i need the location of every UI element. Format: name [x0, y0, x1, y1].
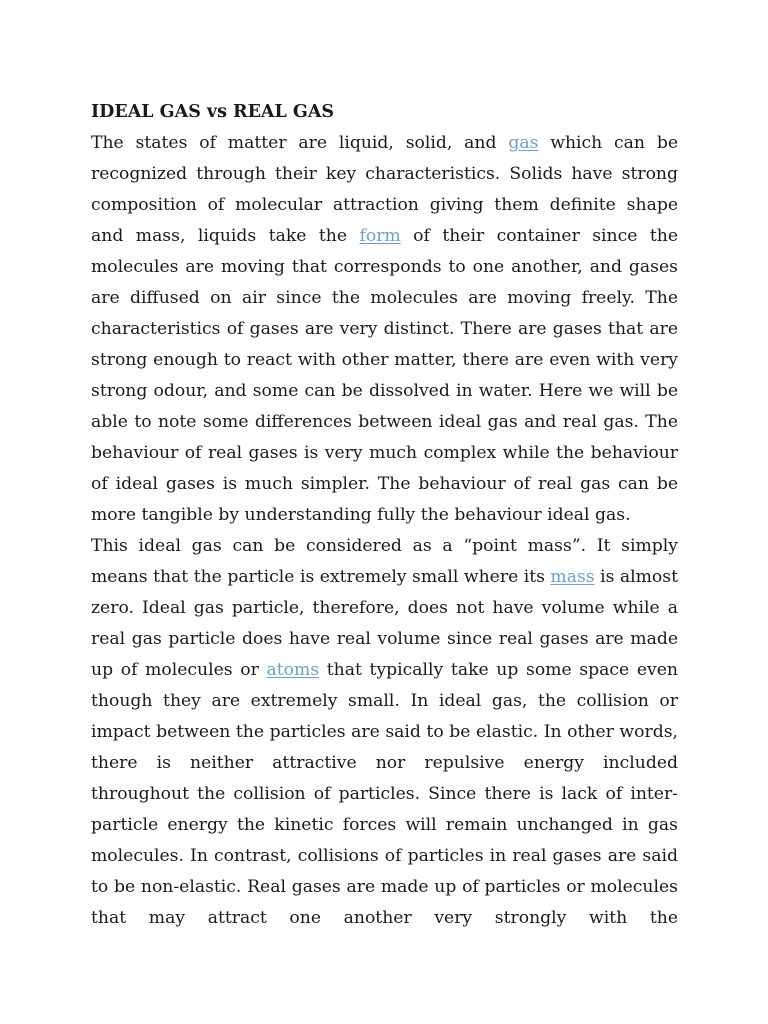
paragraph-text: This ideal gas can be considered as a “point mass”. It simply means that the particle is extremely small where its [91, 536, 678, 587]
link-mass[interactable]: mass [550, 567, 595, 587]
paragraph-point-mass [91, 531, 678, 934]
paragraph-text: which can be recognized through their key characteristics. Solids have strong composition of molecular attraction giving them definite shape and mass, liquids take the [91, 133, 678, 246]
paragraph-text: is almost zero. Ideal gas particle, therefore, does not have volume while a real gas particle does have real volume since real gases are made up of molecules or [91, 567, 678, 680]
paragraph-text: that typically take up some space even though they are extremely small. In ideal gas, the collision or impact between the particles are said to be elastic. In other words, there is neither attractive nor repulsive energy included throughout the collision of particles. Since there is lack of inter-particle energy the kinetic forces will remain unchanged in gas molecules. In contrast, collisions of particles in real gases are said to be non-elastic. Real gases are made up of particles or molecules that may attract one another very strongly with the [91, 660, 678, 928]
paragraph-states-of-matter [91, 128, 678, 531]
link-form[interactable]: form [359, 226, 401, 246]
document-page [91, 97, 678, 934]
paragraph-text: of their container since the molecules are moving that corresponds to one another, and gases are diffused on air since the molecules are moving freely. The characteristics of gases are very distinct. There are gases that are strong enough to react with other matter, there are even with very strong odour, and some can be dissolved in water. Here we will be able to note some differences between ideal gas and real gas. The behaviour of real gases is very much complex while the behaviour of ideal gases is much simpler. The behaviour of real gas can be more tangible by understanding fully the behaviour ideal gas. [91, 226, 679, 525]
link-atoms[interactable]: atoms [266, 660, 320, 680]
link-gas[interactable]: gas [508, 133, 539, 153]
paragraph-text: The states of matter are liquid, solid, and [91, 133, 509, 153]
document-title: IDEAL GAS vs REAL GAS [91, 102, 335, 122]
